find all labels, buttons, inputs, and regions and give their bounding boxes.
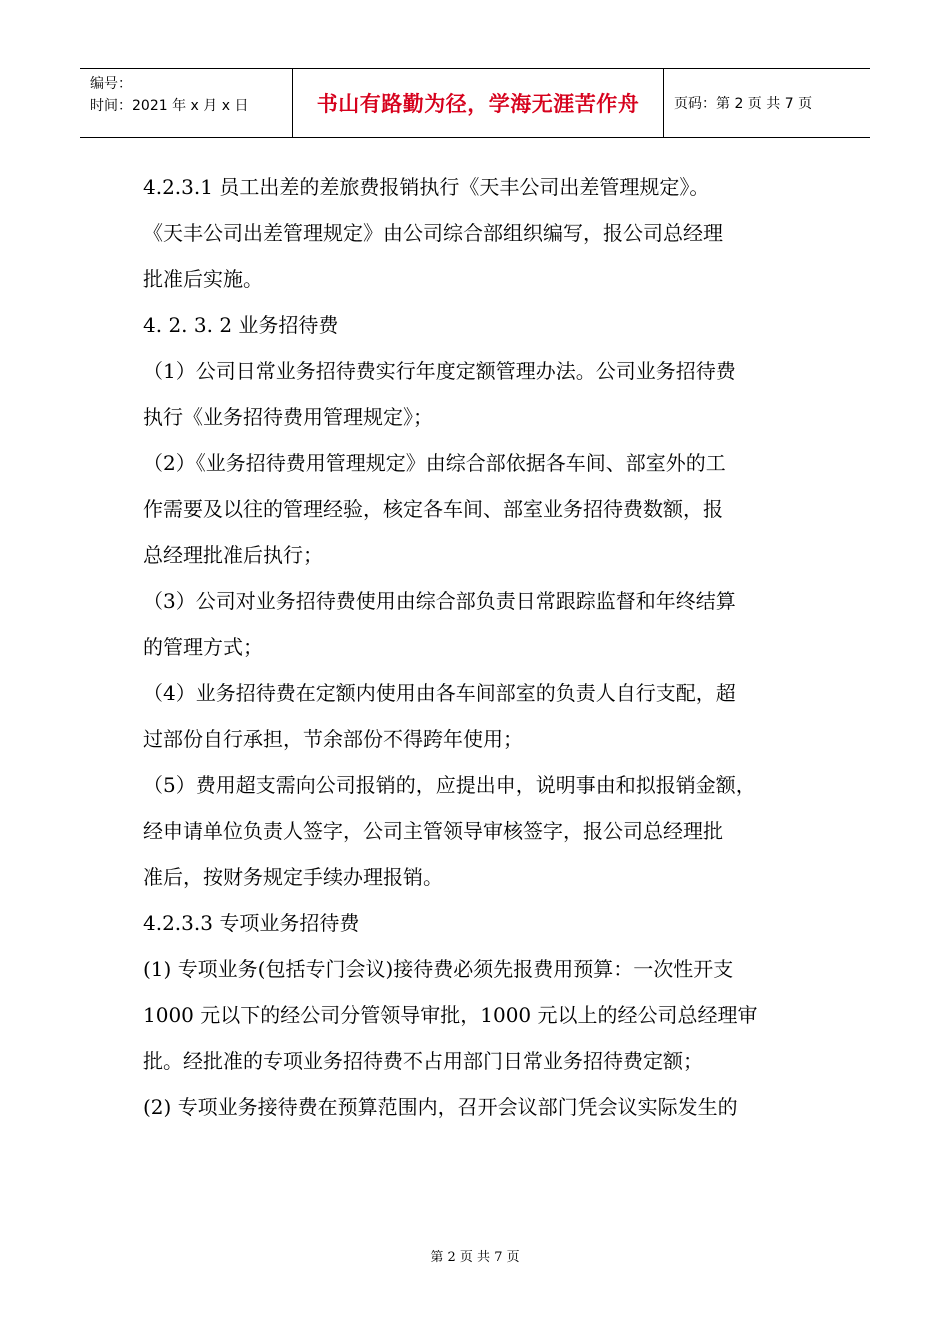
- body-line: 过部份自行承担，节余部份不得跨年使用；: [143, 727, 523, 751]
- header-left-cell: [80, 69, 292, 137]
- body-line: 4.2.3.1 员工出差的差旅费报销执行《天丰公司出差管理规定》。: [143, 175, 710, 199]
- header-motto: 书山有路勤为径，学海无涯苦作舟: [292, 69, 664, 137]
- body-line: 4. 2. 3. 2 业务招待费: [143, 313, 339, 337]
- page-header: [80, 68, 870, 138]
- body-line: (2) 专项业务接待费在预算范围内，召开会议部门凭会议实际发生的: [143, 1095, 738, 1119]
- header-page-info: 页码：第 2 页 共 7 页: [674, 96, 813, 112]
- body-line: 1000 元以下的经公司分管领导审批，1000 元以上的经公司总经理审: [143, 1003, 758, 1027]
- body-line: 准后，按财务规定手续办理报销。: [143, 865, 443, 889]
- document-body: [143, 164, 815, 1130]
- body-line: 作需要及以往的管理经验，核定各车间、部室业务招待费数额，报: [143, 497, 723, 521]
- body-line: （3）公司对业务招待费使用由综合部负责日常跟踪监督和年终结算: [143, 589, 736, 613]
- body-line: 总经理批准后执行；: [143, 543, 323, 567]
- page-footer-number: 第 2 页 共 7 页: [430, 1250, 520, 1265]
- body-line: 的管理方式；: [143, 635, 263, 659]
- serial-number-label: 编号：: [90, 76, 132, 92]
- body-line: 执行《业务招待费用管理规定》；: [143, 405, 433, 429]
- body-line: （5）费用超支需向公司报销的，应提出申，说明事由和拟报销金额，: [143, 773, 756, 797]
- body-line: 批。经批准的专项业务招待费不占用部门日常业务招待费定额；: [143, 1049, 703, 1073]
- body-line: （4）业务招待费在定额内使用由各车间部室的负责人自行支配，超: [143, 681, 736, 705]
- body-line: (1) 专项业务(包括专门会议)接待费必须先报费用预算：一次性开支: [143, 957, 734, 981]
- body-line: 批准后实施。: [143, 267, 263, 291]
- body-line: 4.2.3.3 专项业务招待费: [143, 911, 360, 935]
- body-line: 经申请单位负责人签字，公司主管领导审核签字，报公司总经理批: [143, 819, 723, 843]
- body-line: （2）《业务招待费用管理规定》由综合部依据各车间、部室外的工: [143, 451, 726, 475]
- body-line: 《天丰公司出差管理规定》由公司综合部组织编写，报公司总经理: [143, 221, 723, 245]
- body-line: （1）公司日常业务招待费实行年度定额管理办法。公司业务招待费: [143, 359, 736, 383]
- date-line: 时间：2021 年 x 月 x 日: [90, 98, 249, 114]
